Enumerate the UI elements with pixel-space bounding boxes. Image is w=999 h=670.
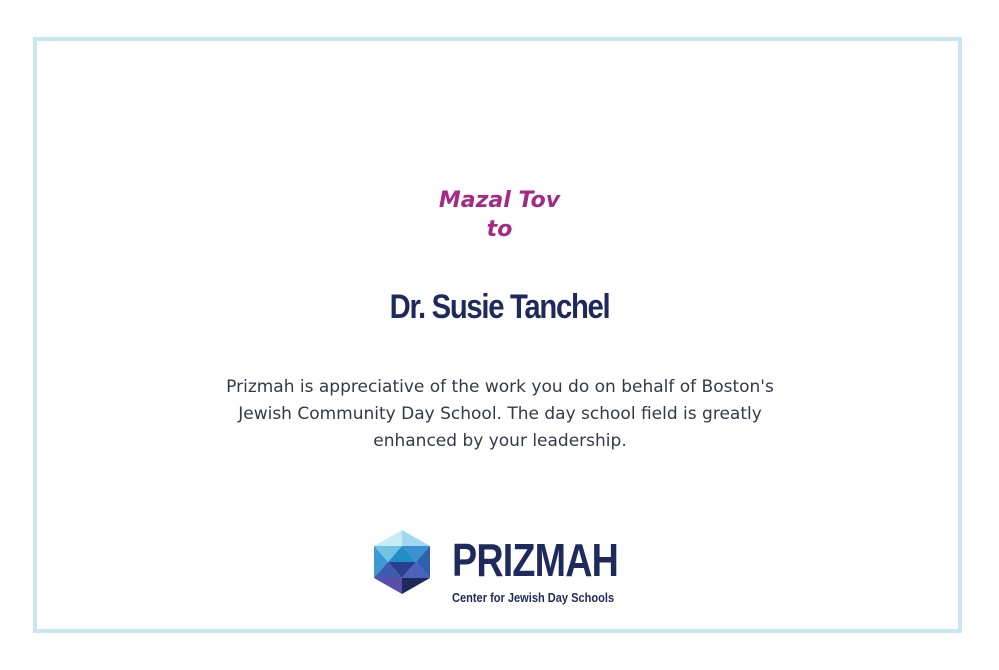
greeting-line-2: to [486,217,513,242]
logo-tagline: Center for Jewish Day Schools [452,590,615,605]
prism-hexagon-icon [370,528,434,596]
recipient-name: Dr. Susie Tanchel [389,288,610,326]
appreciation-message: Prizmah is appreciative of the work you do on behalf of Boston's Jewish Community Day School. The day school field is greatly enhanced by your leadership. [226,377,774,451]
greeting [0,186,999,244]
prizmah-logo [370,528,630,610]
logo-wordmark: PRIZMAH [452,534,619,586]
greeting-line-1: Mazal Tov [438,188,561,213]
